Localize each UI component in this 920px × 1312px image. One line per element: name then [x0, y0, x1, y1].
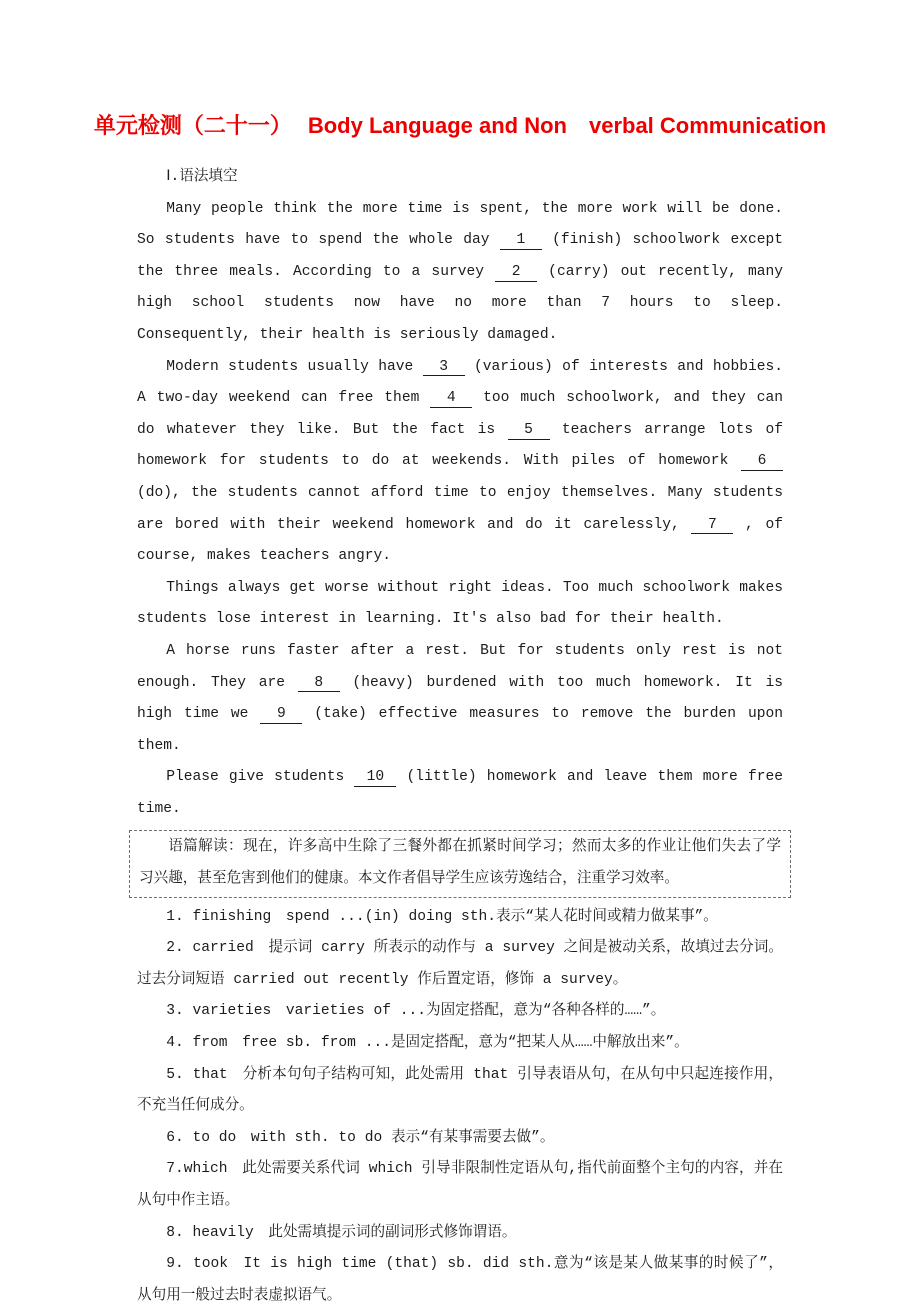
passage-paragraph: Please give students 10 (little) homework and leave them more free time. — [137, 769, 783, 817]
fill-blank-8: 8 — [298, 675, 340, 693]
explanations — [137, 902, 783, 1312]
analysis-text: 现在，许多高中生除了三餐外都在抓紧时间学习；然而太多的作业让他们失去了学习兴趣，甚至危害到他们的健康。本文作者倡导学生应该劳逸结合，注重学习效率。 — [139, 839, 781, 888]
explanation-item: 4. from free sb. from ...是固定搭配，意为“把某人从……中解放出来”。 — [166, 1035, 689, 1052]
passage-paragraph: A horse runs faster after a rest. But for students only rest is not enough. They are 8 (heavy) burdened with too much homework. It is high time we 9 (take) effective measures to remove the burden upon them. — [137, 642, 783, 754]
fill-blank-2: 2 — [495, 264, 537, 282]
fill-blank-5: 5 — [508, 422, 550, 440]
explanation-item: 1. finishing spend ...(in) doing sth.表示“某人花时间或精力做某事”。 — [166, 908, 718, 925]
fill-blank-10: 10 — [354, 769, 396, 787]
passage — [137, 194, 783, 826]
page-title-chinese: 单元检测（二十一） — [93, 113, 292, 138]
passage-paragraph: Things always get worse without right ideas. Too much schoolwork makes students lose interest in learning. It's also bad for their health. — [137, 579, 783, 628]
page-title — [0, 110, 920, 142]
passage-paragraph: Many people think the more time is spent, the more work will be done. So students have to spend the whole day 1 (finish) schoolwork except the three meals. According to a survey 2 (carry) out recently, many high school students now have no more than 7 hours to sleep. Consequently, their health is seriously damaged. — [137, 200, 783, 343]
fill-blank-6: 6 — [741, 453, 783, 471]
analysis-label: 语篇解读： — [168, 839, 243, 856]
fill-blank-1: 1 — [500, 232, 542, 250]
document-content — [137, 162, 783, 1312]
explanation-item: 6. to do with sth. to do 表示“有某事需要去做”。 — [166, 1129, 555, 1146]
fill-blank-9: 9 — [260, 706, 302, 724]
fill-blank-4: 4 — [430, 390, 472, 408]
explanation-item: 2. carried 提示词 carry 所表示的动作与 a survey 之间是被动关系，故填过去分词。过去分词短语 carried out recently 作后置定语，修饰 a survey。 — [137, 940, 783, 988]
fill-blank-7: 7 — [691, 517, 733, 535]
analysis-box — [129, 830, 791, 897]
analysis-paragraph — [139, 832, 781, 895]
explanation-item: 3. varieties varieties of ...为固定搭配，意为“各种各样的……”。 — [166, 1003, 666, 1020]
explanation-item: 7.which 此处需要关系代词 which 引导非限制性定语从句,指代前面整个主句的内容，并在从句中作主语。 — [137, 1161, 783, 1209]
explanation-item: 8. heavily 此处需填提示词的副词形式修饰谓语。 — [166, 1224, 517, 1241]
explanation-item: 9. took It is high time (that) sb. did sth.意为“该是某人做某事的时候了”，从句用一般过去时表虚拟语气。 — [137, 1256, 783, 1304]
explanation-item: 5. that 分析本句句子结构可知，此处需用 that 引导表语从句，在从句中只起连接作用，不充当任何成分。 — [137, 1066, 783, 1115]
section-heading: Ⅰ.语法填空 — [166, 169, 238, 185]
passage-paragraph: Modern students usually have 3 (various) of interests and hobbies. A two-day weekend can free them 4 too much schoolwork, and they can do whatever they like. But the fact is 5 teachers arrange lots of homework for students to do at weekends. With piles of homework 6 (do), the students cannot afford time to enjoy themselves. Many students are bored with their weekend homework and do it carelessly, 7 , of course, makes teachers angry. — [137, 358, 783, 565]
page-title-english: Body Language and Non verbal Communication — [307, 113, 827, 138]
fill-blank-3: 3 — [423, 359, 465, 377]
